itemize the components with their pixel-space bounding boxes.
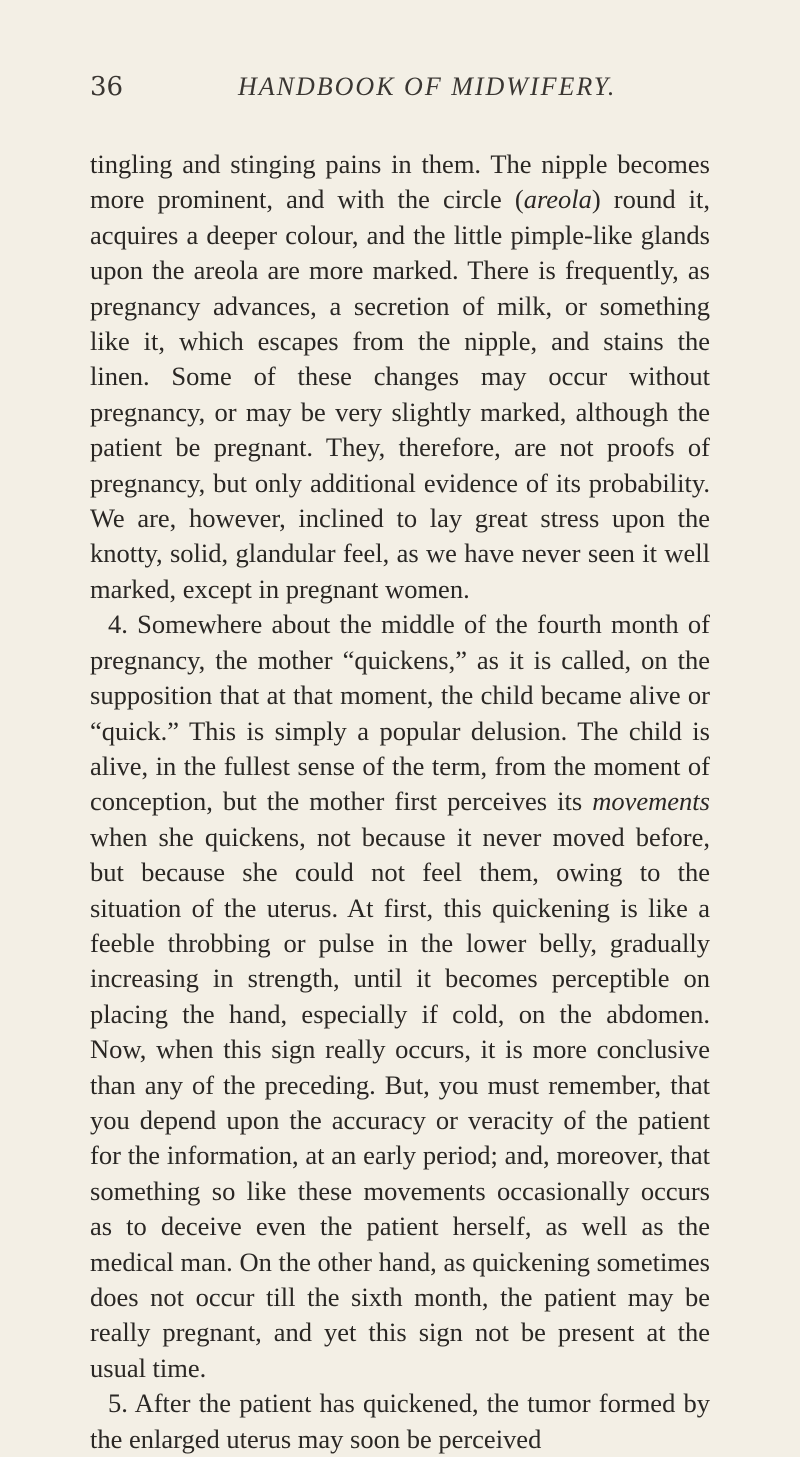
body-text — [90, 147, 710, 1457]
page-header — [90, 72, 710, 112]
paragraph-text: ) round it, acquires a deeper colour, and the little pimple-like glands upon the areola are more marked. There is frequently, as pregnancy advances, a secretion of milk, or something like it, which escapes from the nipple, and stains the linen. Some of these changes may occur without pregnancy, or may be very slightly marked, although the patient be pregnant. They, therefore, are not proofs of pregnancy, but only additional evidence of its probability. We are, however, inclined to lay great stress upon the knotty, solid, glandular feel, as we have never seen it well marked, except in pregnant women. — [90, 184, 710, 604]
running-title: HANDBOOK OF MIDWIFERY. — [238, 72, 617, 101]
paragraph-5 — [90, 1386, 710, 1457]
italic-term-areola: areola — [523, 184, 592, 215]
italic-term-movements: movements — [592, 786, 710, 817]
paragraph-text: when she quickens, not because it never moved before, but because she could not feel them, owing to the situation of the uterus. At first, this quickening is like a feeble throbbing or pulse in the lower belly, gradually increasing in strength, until it becomes perceptible on placing the hand, especially if cold, on the abdomen. Now, when this sign really occurs, it is more conclusive than any of the preceding. But, you must remember, that you depend upon the accuracy or veracity of the patient for the information, at an early period; and, moreover, that something so like these movements occasionally occurs as to deceive even the patient herself, as well as the medical man. On the other hand, as quickening sometimes does not occur till the sixth month, the patient may be really pregnant, and yet this sign not be present at the usual time. — [90, 821, 710, 1383]
paragraph-text: 5. After the patient has quickened, the tumor formed by the enlarged uterus may soon be perceived — [90, 1388, 710, 1454]
paragraph-4 — [90, 607, 710, 1386]
paragraph-text: 4. Somewhere about the middle of the fourth month of pregnancy, the mother “quickens,” as it is called, on the supposition that at that moment, the child became alive or “quick.” This is simply a popular delusion. The child is alive, in the fullest sense of the term, from the moment of conception, but the mother first perceives its — [90, 609, 710, 817]
paragraph-text: tingling and stinging pains in them. The nipple becomes more prominent, and with the circle ( — [90, 149, 710, 215]
paragraph-continuation — [90, 147, 710, 607]
page-number: 36 — [90, 72, 124, 102]
